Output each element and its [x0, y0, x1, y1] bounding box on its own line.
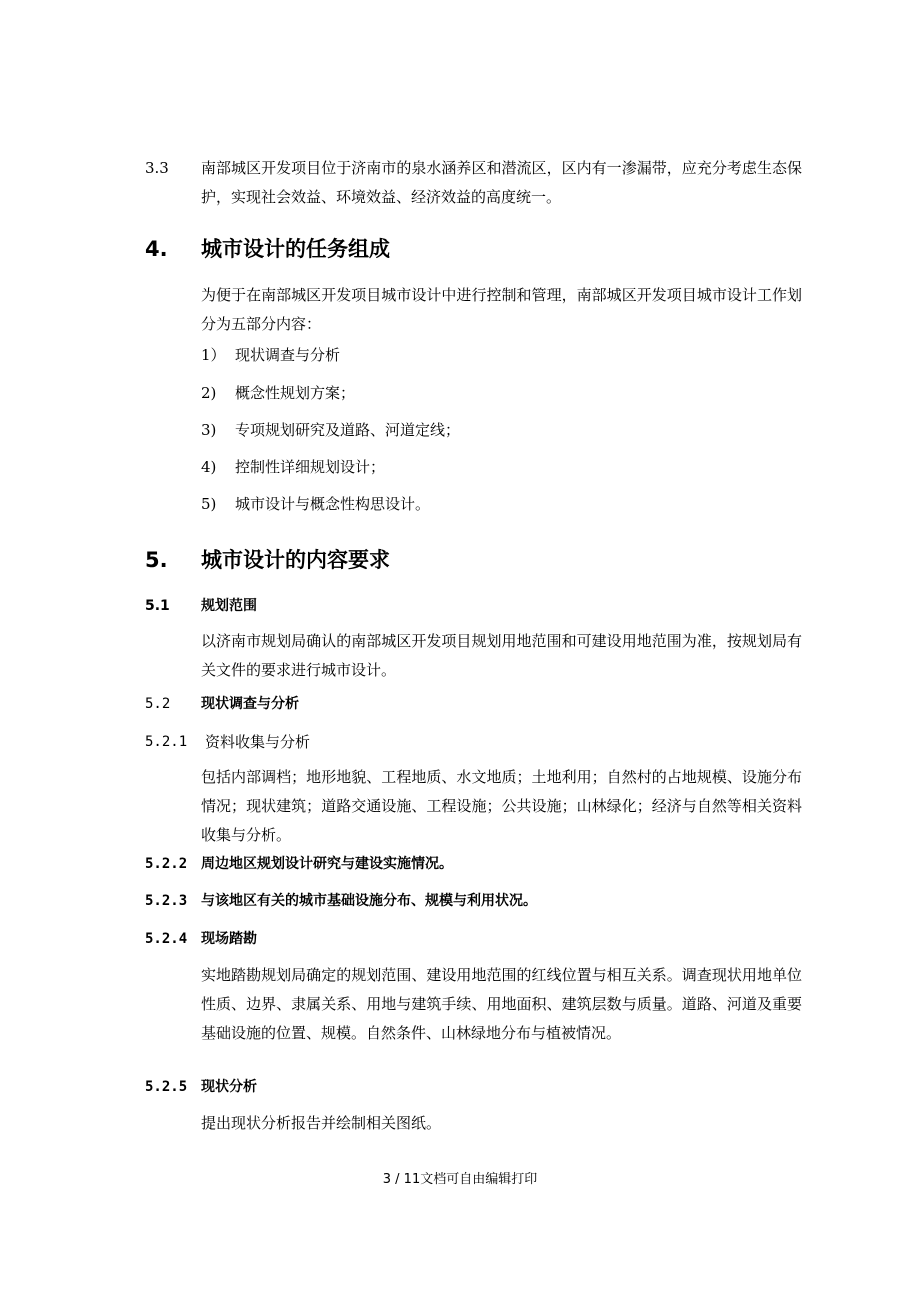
heading-number: 4. [145, 237, 168, 261]
heading-section-5-2-1 [145, 730, 802, 754]
subheading-number: 5.2.2 [145, 856, 188, 872]
heading-section-5-2-2 [145, 852, 802, 876]
list-item [201, 455, 385, 479]
section-5-1-body [201, 627, 802, 685]
section-5-2-5-body [201, 1109, 802, 1138]
subheading-number: 5.2.4 [145, 931, 188, 947]
list-item [201, 492, 430, 516]
subheading-title: 现状调查与分析 [201, 696, 299, 712]
section-number: 3.3 [145, 159, 169, 177]
heading-number: 5. [145, 548, 168, 572]
heading-section-5-2 [145, 692, 802, 716]
subheading-title: 现状分析 [201, 1079, 257, 1095]
list-item-text: 专项规划研究及道路、河道定线； [235, 421, 461, 439]
list-item-number: 4) [201, 458, 217, 476]
subheading-title: 与该地区有关的城市基础设施分布、规模与利用状况。 [201, 893, 537, 909]
subheading-number: 5.2 [145, 696, 171, 712]
subheading-title: 资料收集与分析 [205, 733, 311, 751]
section-5-2-4-body [201, 961, 802, 1048]
subheading-number: 5.1 [145, 598, 170, 614]
heading-section-5-2-4 [145, 927, 802, 951]
heading-title: 城市设计的任务组成 [201, 237, 390, 261]
section-paragraph: 实地踏勘规划局确定的规划范围、建设用地范围的红线位置与相互关系。调查现状用地单位性质、边界、隶属关系、用地与建筑手续、用地面积、建筑层数与质量。道路、河道及重要基础设施的位置、规模。自然条件、山林绿地分布与植被情况。 [201, 966, 802, 1042]
subheading-number: 5.2.5 [145, 1079, 188, 1095]
heading-title: 城市设计的内容要求 [201, 548, 390, 572]
list-item-text: 概念性规划方案； [235, 384, 356, 402]
heading-section-5-2-5 [145, 1075, 802, 1099]
subheading-number: 5.2.3 [145, 893, 188, 909]
list-item-number: 5) [201, 495, 217, 513]
section-paragraph: 提出现状分析报告并绘制相关图纸。 [201, 1114, 442, 1132]
list-item [201, 381, 355, 405]
footer-page-indicator: 3 / 11文档可自由编辑打印 [382, 1172, 538, 1187]
list-item-text: 控制性详细规划设计； [235, 458, 386, 476]
subheading-title: 现场踏勘 [201, 931, 257, 947]
section-3-3 [145, 154, 802, 212]
subheading-number: 5.2.1 [145, 734, 188, 750]
page-footer [0, 1170, 920, 1190]
intro-paragraph: 为便于在南部城区开发项目城市设计中进行控制和管理，南部城区开发项目城市设计工作划分为五部分内容： [201, 286, 802, 333]
list-item-number: 2) [201, 384, 217, 402]
section-4-intro [201, 281, 802, 339]
heading-section-5-2-3 [145, 889, 802, 913]
section-paragraph: 包括内部调档；地形地貌、工程地质、水文地质；土地利用；自然村的占地规模、设施分布情况；现状建筑；道路交通设施、工程设施；公共设施；山林绿化；经济与自然等相关资料收集与分析。 [201, 768, 802, 844]
section-5-2-1-body [201, 763, 802, 850]
list-item [201, 343, 340, 367]
heading-section-4 [145, 234, 802, 264]
list-item-number: 3) [201, 421, 217, 439]
list-item-text: 现状调查与分析 [235, 346, 341, 364]
section-paragraph: 南部城区开发项目位于济南市的泉水涵养区和潜流区，区内有一渗漏带，应充分考虑生态保护，实现社会效益、环境效益、经济效益的高度统一。 [201, 159, 802, 206]
heading-section-5-1 [145, 594, 802, 618]
subheading-title: 周边地区规划设计研究与建设实施情况。 [201, 856, 453, 872]
section-paragraph: 以济南市规划局确认的南部城区开发项目规划用地范围和可建设用地范围为准，按规划局有关文件的要求进行城市设计。 [201, 632, 802, 679]
heading-section-5 [145, 545, 802, 575]
list-item [201, 418, 460, 442]
list-item-number: 1） [201, 346, 226, 364]
subheading-title: 规划范围 [201, 598, 257, 614]
list-item-text: 城市设计与概念性构思设计。 [235, 495, 431, 513]
